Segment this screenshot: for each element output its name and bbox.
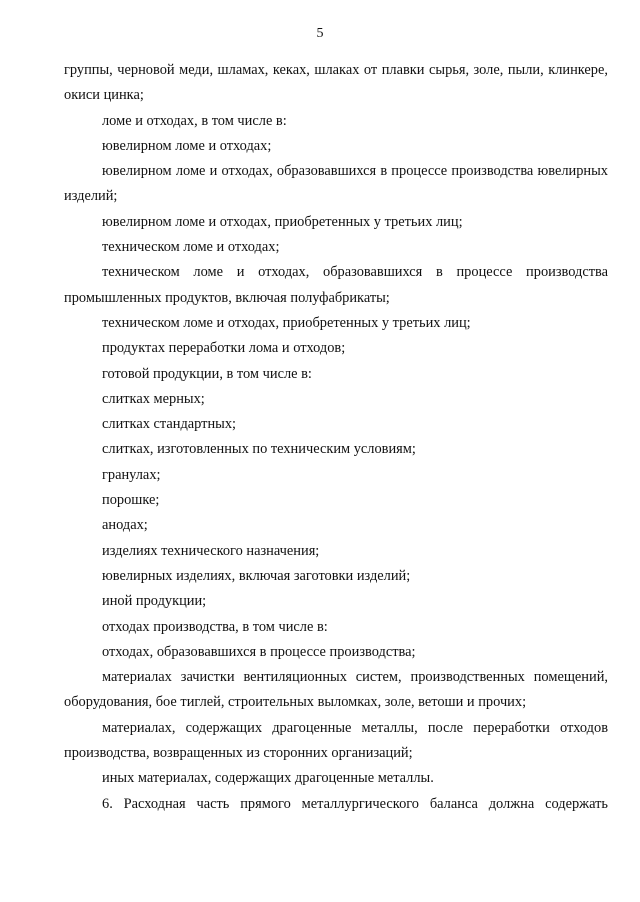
paragraph: техническом ломе и отходах, образовавшихся в процессе производства промышленных продуктов, включая полуфабрикаты; xyxy=(64,264,608,306)
paragraph: анодах; xyxy=(102,517,148,534)
paragraph: иной продукции; xyxy=(102,593,207,610)
page-number: 5 xyxy=(316,26,324,41)
paragraph: готовой продукции, в том числе в: xyxy=(102,365,312,382)
paragraph: отходах производства, в том числе в: xyxy=(102,618,328,635)
paragraph: техническом ломе и отходах, приобретенных у третьих лиц; xyxy=(102,314,471,331)
paragraph: слитках, изготовленных по техническим условиям; xyxy=(102,441,416,458)
paragraph: материалах зачистки вентиляционных систем, производственных помещений, оборудования, бое тиглей, строительных выломках, золе, ветоши и прочих; xyxy=(64,669,608,711)
paragraph: порошке; xyxy=(102,492,160,509)
paragraph: продуктах переработки лома и отходов; xyxy=(102,340,346,357)
paragraph: материалах, содержащих драгоценные металлы, после переработки отходов производства, возвращенных из сторонних организаций; xyxy=(64,719,608,762)
paragraph: иных материалах, содержащих драгоценные металлы. xyxy=(102,770,434,787)
paragraph: ювелирных изделиях, включая заготовки изделий; xyxy=(102,567,411,584)
paragraph: слитках мерных; xyxy=(102,390,205,407)
paragraph: техническом ломе и отходах; xyxy=(102,239,280,256)
paragraph: изделиях технического назначения; xyxy=(102,542,320,559)
paragraph: 6. Расходная часть прямого металлургического баланса должна содержать xyxy=(102,795,608,812)
paragraph: ювелирном ломе и отходах, образовавшихся в процессе производства ювелирных изделий; xyxy=(64,163,608,205)
paragraph: ювелирном ломе и отходах; xyxy=(102,137,272,154)
paragraph: слитках стандартных; xyxy=(102,416,237,433)
document-body xyxy=(64,58,608,817)
paragraph: ломе и отходах, в том числе в: xyxy=(102,112,287,129)
paragraph: гранулах; xyxy=(102,466,161,483)
paragraph: отходах, образовавшихся в процессе производства; xyxy=(102,643,416,660)
paragraph: ювелирном ломе и отходах, приобретенных у третьих лиц; xyxy=(102,213,463,230)
paragraph: группы, черновой меди, шламах, кеках, шлаках от плавки сырья, золе, пыли, клинкере, окиси цинка; xyxy=(64,62,608,104)
